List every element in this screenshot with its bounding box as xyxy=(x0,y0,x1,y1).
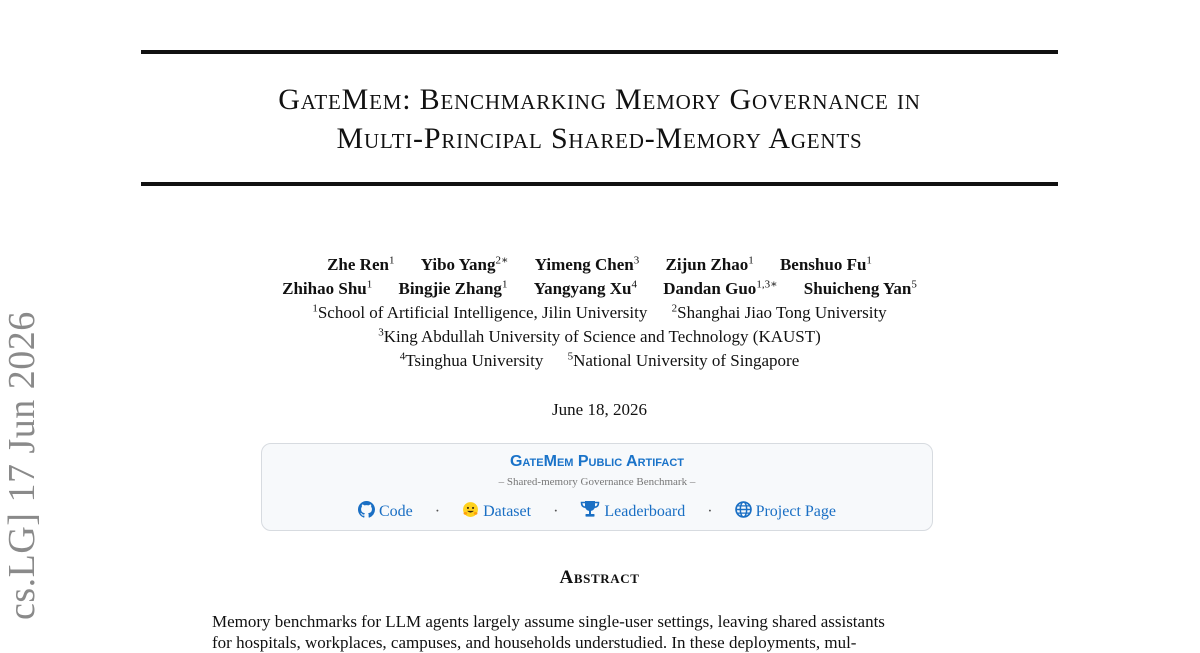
author: Zhihao Shu$^1$ xyxy=(282,278,373,298)
affiliation-line-1 xyxy=(141,301,1058,325)
github-icon xyxy=(358,501,375,523)
author: Dandan Guo$^{1,3∗}$ xyxy=(663,278,778,298)
globe-icon xyxy=(735,501,752,523)
author: Bingjie Zhang$^1$ xyxy=(398,278,508,298)
artifact-links xyxy=(262,500,932,523)
abstract-body xyxy=(212,611,990,653)
paper-title xyxy=(141,80,1058,158)
affiliation: $^3$King Abdullah University of Science and Technology (KAUST) xyxy=(378,326,821,346)
project-page-link[interactable] xyxy=(735,501,836,523)
affiliation: $^2$Shanghai Jiao Tong University xyxy=(671,302,887,322)
link-separator: · xyxy=(434,502,441,520)
link-separator: · xyxy=(553,502,559,520)
trophy-icon xyxy=(580,500,600,523)
affiliation: $^4$Tsinghua University xyxy=(399,350,544,370)
author-line-1 xyxy=(141,253,1058,277)
author-line-2 xyxy=(141,277,1058,301)
leaderboard-link[interactable] xyxy=(580,500,685,523)
huggingface-icon xyxy=(462,501,479,523)
author: Zijun Zhao$^1$ xyxy=(665,254,754,274)
affiliation: $^1$School of Artificial Intelligence, Jilin University xyxy=(312,302,648,322)
dataset-link[interactable] xyxy=(462,501,531,523)
artifact-title: GateMem Public Artifact xyxy=(509,453,685,470)
affiliation-line-3 xyxy=(141,349,1058,373)
affiliation-line-2 xyxy=(141,325,1058,349)
code-link-label: Code xyxy=(378,502,413,520)
code-link[interactable] xyxy=(358,501,413,523)
dataset-link-label: Dataset xyxy=(483,502,532,520)
author: Zhe Ren$^1$ xyxy=(327,254,395,274)
author: Shuicheng Yan$^5$ xyxy=(803,278,917,298)
author: Yimeng Chen$^3$ xyxy=(534,254,640,274)
paper-title-line-2: Multi-Principal Shared-Memory Agents xyxy=(336,122,863,155)
arxiv-side-text: cs.LG] 17 Jun 2026 xyxy=(1,311,43,620)
artifact-box xyxy=(261,443,933,531)
author-block xyxy=(141,253,1058,373)
link-separator: · xyxy=(707,502,713,520)
affiliation: $^5$National University of Singapore xyxy=(567,350,800,370)
title-rule-bottom xyxy=(141,182,1058,186)
artifact-subtitle: – Shared-memory Governance Benchmark – xyxy=(498,476,696,488)
title-rule-top xyxy=(141,50,1058,54)
abstract-line: Memory benchmarks for LLM agents largely assume single-user settings, leaving shared assistants xyxy=(212,612,885,631)
project-page-link-label: Project Page xyxy=(755,502,836,520)
author: Benshuo Fu$^1$ xyxy=(779,254,872,274)
leaderboard-link-label: Leaderboard xyxy=(604,502,686,520)
abstract-heading: Abstract xyxy=(559,567,640,588)
paper-title-line-1: GateMem: Benchmarking Memory Governance in xyxy=(278,83,921,116)
abstract-line: for hospitals, workplaces, campuses, and households understudied. In these deployments, mul- xyxy=(212,633,857,652)
arxiv-side-stamp xyxy=(0,260,60,620)
paper-date: June 18, 2026 xyxy=(552,400,647,419)
author: Yibo Yang$^{2∗}$ xyxy=(420,254,509,274)
author: Yangyang Xu$^4$ xyxy=(533,278,637,298)
